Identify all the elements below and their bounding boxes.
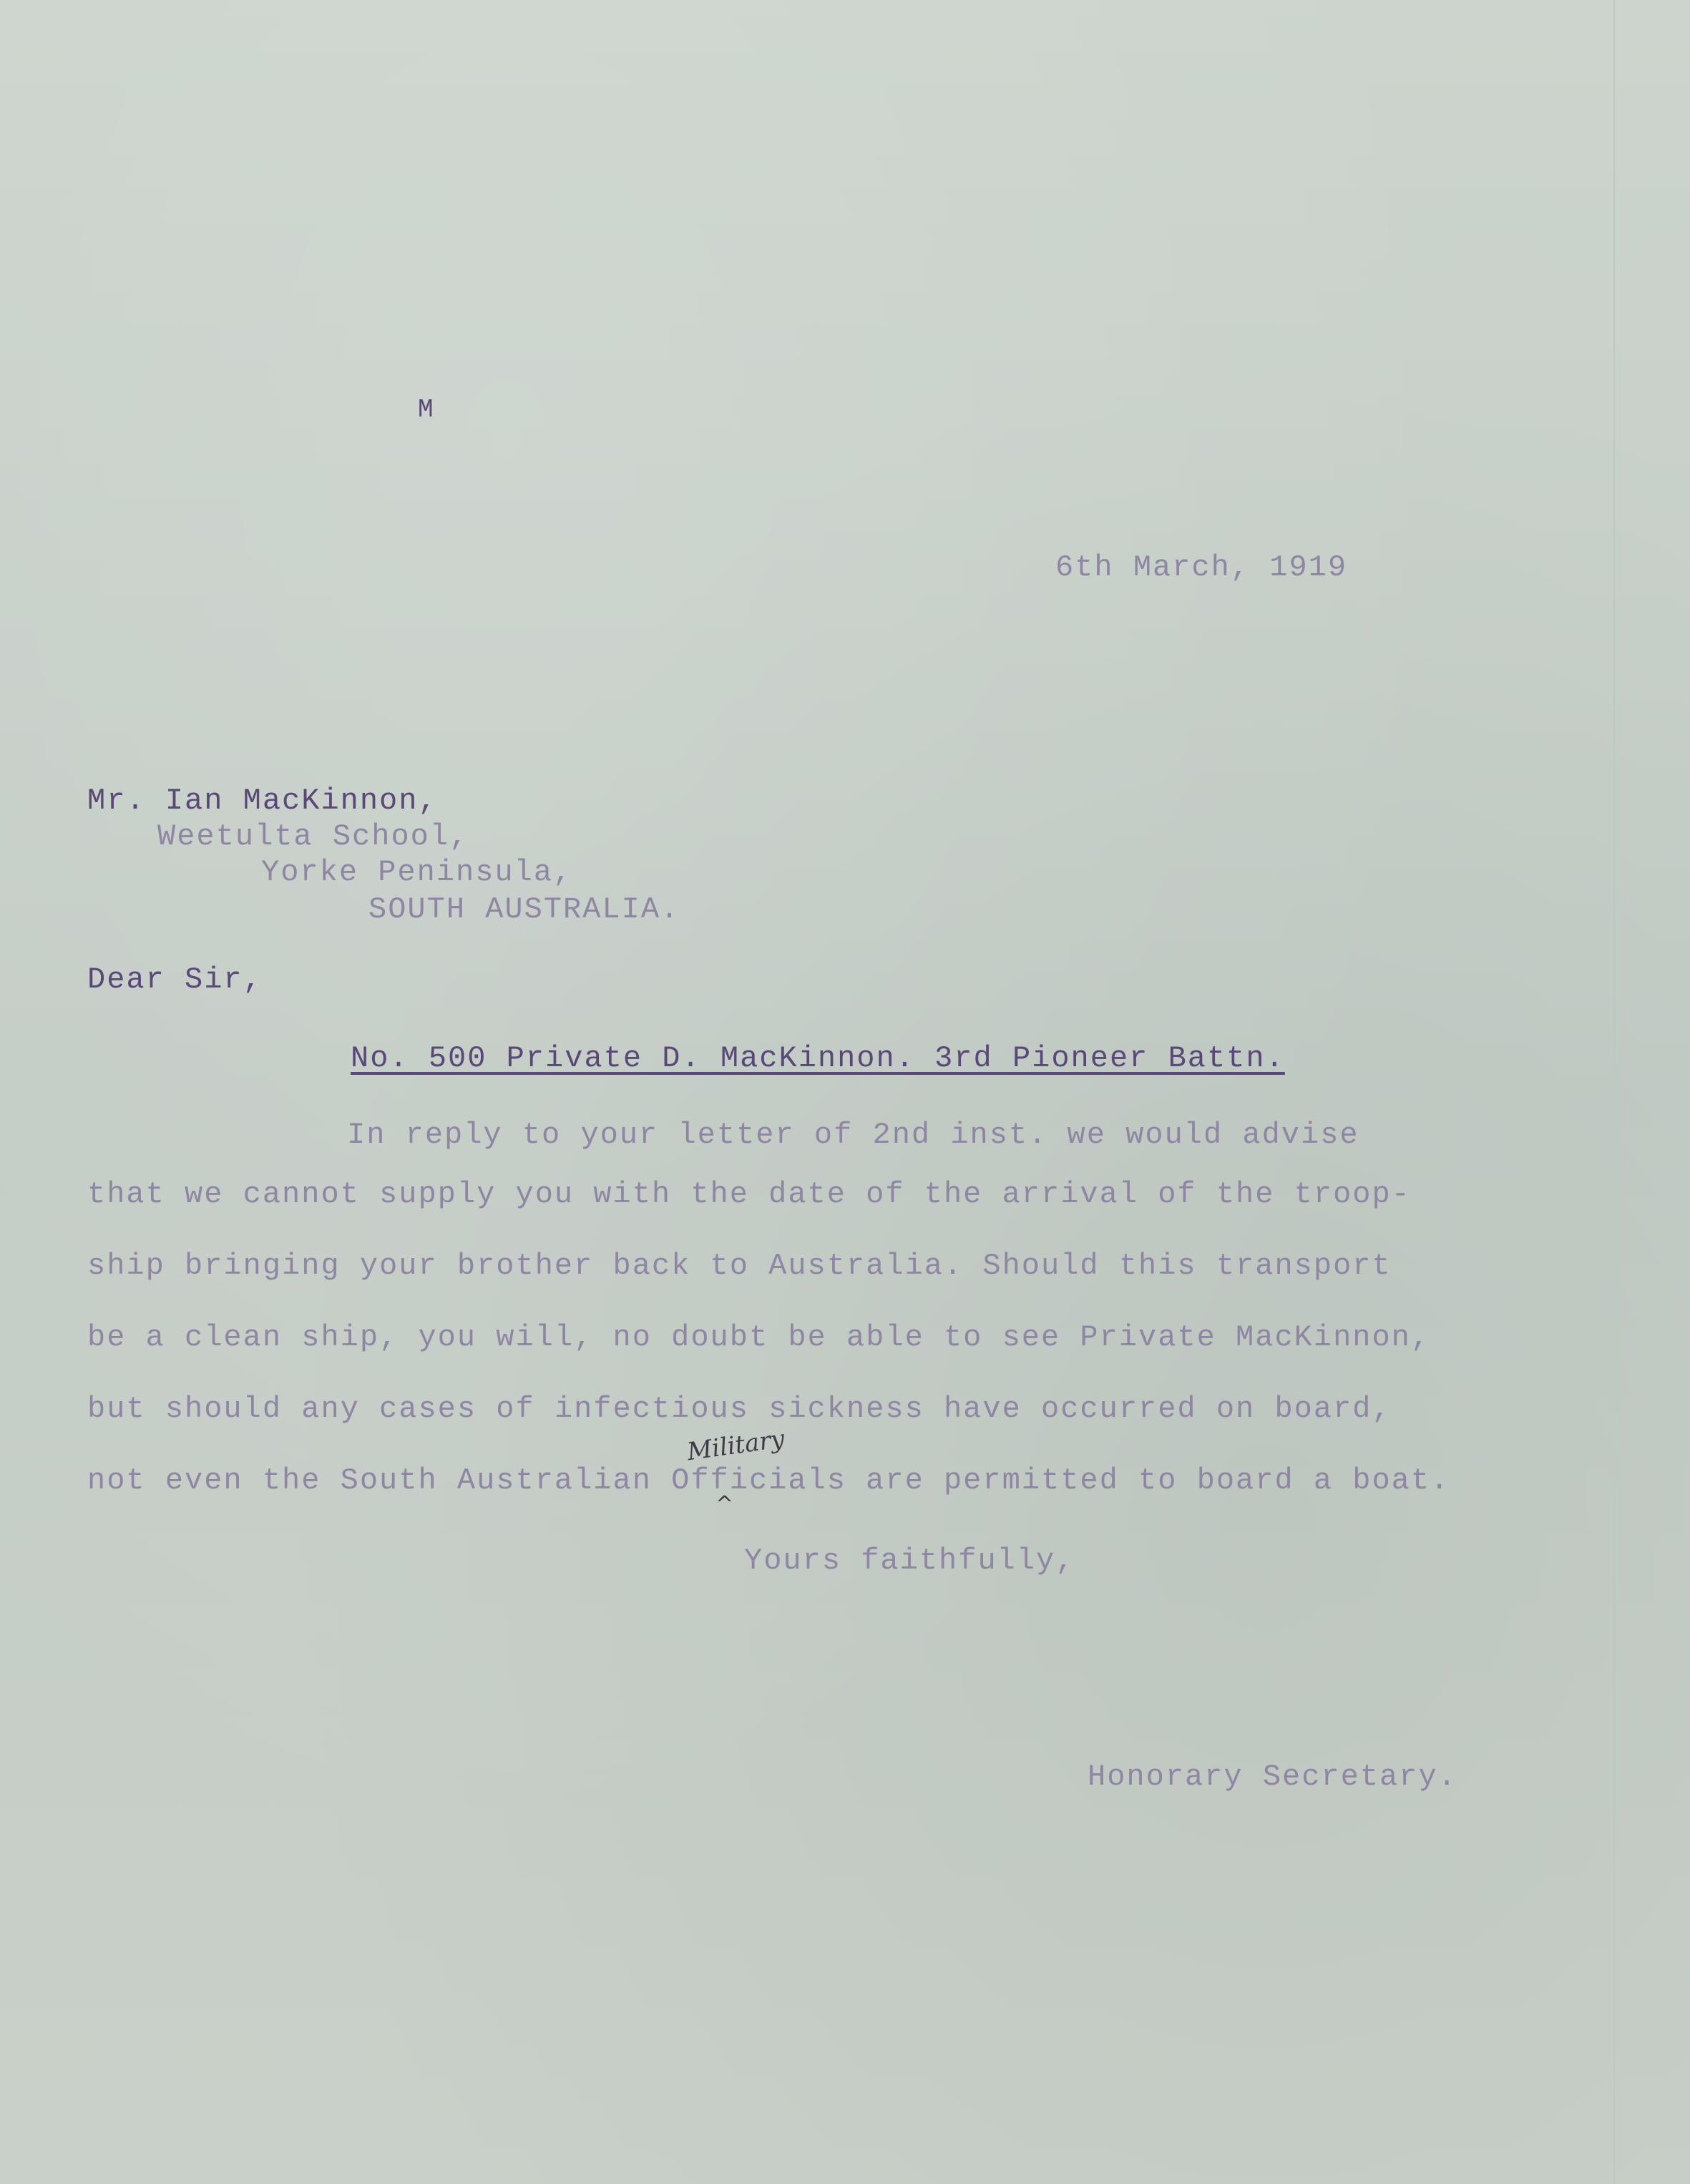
- body-line-6: not even the South Australian Officials are permitted to board a boat.: [87, 1463, 1450, 1498]
- body-line-4: be a clean ship, you will, no doubt be able to see Private MacKinnon,: [87, 1320, 1431, 1355]
- salutation: Dear Sir,: [87, 962, 263, 997]
- margin-line: [1613, 0, 1615, 2184]
- handwritten-insertion: Military: [685, 1424, 786, 1467]
- body-line-5: but should any cases of infectious sickness have occurred on board,: [87, 1392, 1392, 1426]
- closing: Yours faithfully,: [744, 1544, 1075, 1578]
- body-line-1: In reply to your letter of 2nd inst. we would advise: [347, 1118, 1359, 1152]
- body-line-2: that we cannot supply you with the date of the arrival of the troop-: [87, 1177, 1411, 1212]
- address-line-3: Yorke Peninsula,: [261, 855, 573, 889]
- insertion-caret: ^: [715, 1492, 734, 1517]
- address-line-4: SOUTH AUSTRALIA.: [368, 892, 680, 927]
- body-line-3: ship bringing your brother back to Australia. Should this transport: [87, 1249, 1392, 1283]
- reference-mark: M: [418, 395, 435, 424]
- address-line-1: Mr. Ian MacKinnon,: [87, 784, 438, 818]
- subject-line: No. 500 Private D. MacKinnon. 3rd Pioneer Battn.: [351, 1041, 1285, 1076]
- letter-date: 6th March, 1919: [1055, 550, 1348, 585]
- address-line-2: Weetulta School,: [157, 819, 469, 854]
- signature-title: Honorary Secretary.: [1088, 1760, 1457, 1794]
